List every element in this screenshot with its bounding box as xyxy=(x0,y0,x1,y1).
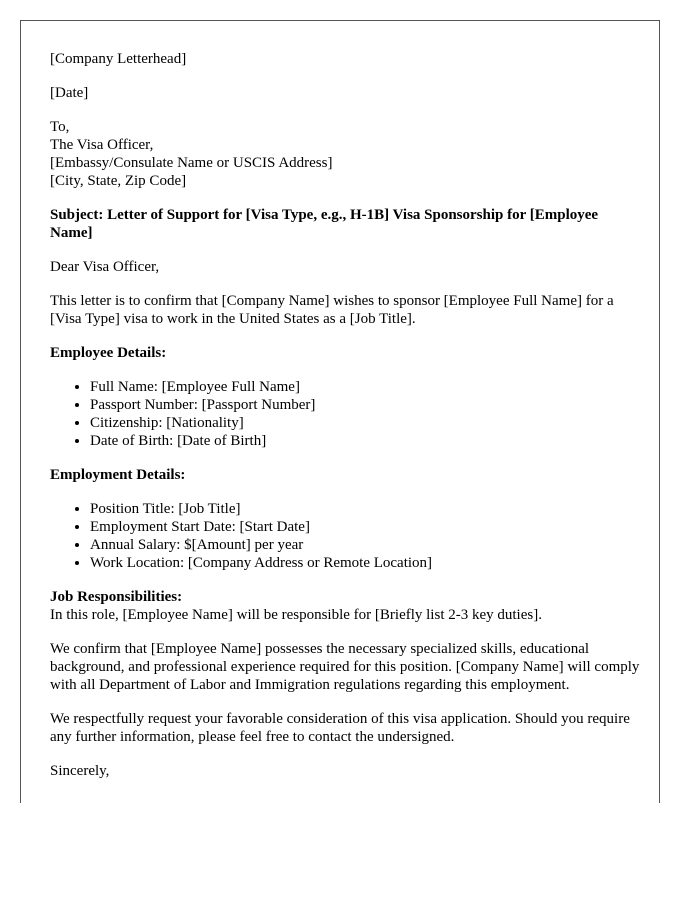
list-item: • Full Name: [Employee Full Name] xyxy=(90,378,640,396)
letter-closing: Sincerely, xyxy=(50,763,110,779)
recipient-address xyxy=(50,118,640,190)
job-responsibilities-section xyxy=(50,588,640,624)
address-line-officer: The Visa Officer, xyxy=(50,137,154,153)
company-letterhead: [Company Letterhead] xyxy=(50,51,187,67)
job-responsibilities-heading: Job Responsibilities: xyxy=(50,589,183,605)
letter-page xyxy=(20,20,660,803)
employment-details-heading: Employment Details: xyxy=(50,467,186,483)
letter-salutation: Dear Visa Officer, xyxy=(50,259,160,275)
employment-details-list xyxy=(50,500,640,572)
list-item: • Annual Salary: $[Amount] per year xyxy=(90,536,640,554)
employee-details-heading: Employee Details: xyxy=(50,345,167,361)
list-item: • Citizenship: [Nationality] xyxy=(90,414,640,432)
letter-content xyxy=(50,50,640,796)
employee-details-list xyxy=(50,378,640,450)
list-item: • Position Title: [Job Title] xyxy=(90,500,640,518)
address-line-embassy: [Embassy/Consulate Name or USCIS Address] xyxy=(50,155,333,171)
letter-confirmation: We confirm that [Employee Name] possesses the necessary specialized skills, educational background, and professional experience required for this position. [Company Name] will comply with all Department of Labor and Immigration regulations regarding this employment. xyxy=(50,641,640,693)
address-line-city: [City, State, Zip Code] xyxy=(50,173,187,189)
job-responsibilities-text: In this role, [Employee Name] will be responsible for [Briefly list 2-3 key duties]. xyxy=(50,607,542,623)
list-item: • Date of Birth: [Date of Birth] xyxy=(90,432,640,450)
list-item: • Work Location: [Company Address or Remote Location] xyxy=(90,554,640,572)
letter-request: We respectfully request your favorable consideration of this visa application. Should you require any further information, please feel free to contact the undersigned. xyxy=(50,711,630,745)
letter-subject: Subject: Letter of Support for [Visa Type, e.g., H-1B] Visa Sponsorship for [Employee Name] xyxy=(50,207,599,241)
letter-date: [Date] xyxy=(50,85,89,101)
letter-intro: This letter is to confirm that [Company Name] wishes to sponsor [Employee Full Name] for a [Visa Type] visa to work in the United States as a [Job Title]. xyxy=(50,293,614,327)
list-item: • Passport Number: [Passport Number] xyxy=(90,396,640,414)
address-line-to: To, xyxy=(50,119,70,135)
list-item: • Employment Start Date: [Start Date] xyxy=(90,518,640,536)
